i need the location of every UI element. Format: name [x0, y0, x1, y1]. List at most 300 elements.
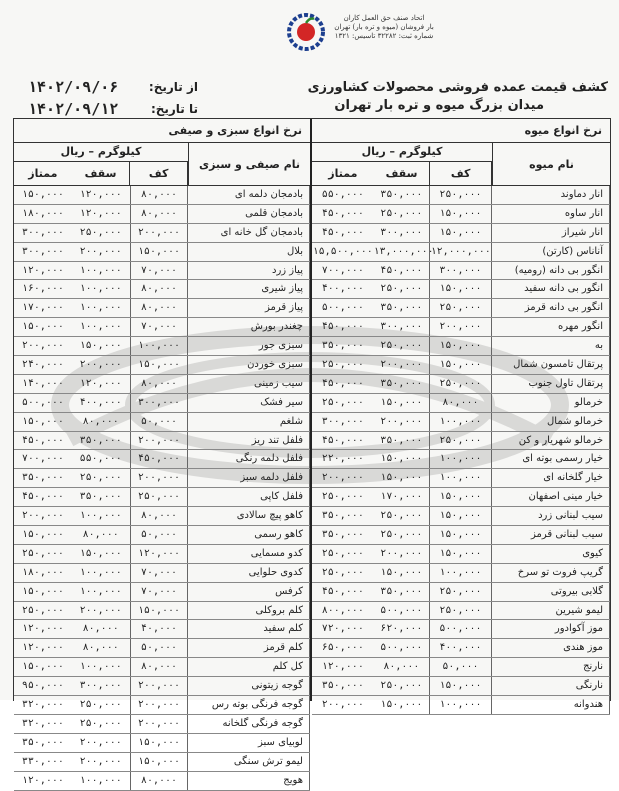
fruit-table-row	[312, 280, 610, 299]
fruit-rows	[312, 186, 610, 715]
veg-best-price: ۱۸۰,۰۰۰	[21, 207, 64, 219]
veg-table-row	[14, 753, 310, 772]
fruit-best-price: ۲۵۰,۰۰۰	[321, 491, 364, 503]
veg-min-price: ۸۰,۰۰۰	[131, 280, 189, 298]
veg-item-name: کلم قرمز	[188, 639, 310, 657]
veg-min-price: ۲۰۰,۰۰۰	[131, 677, 189, 695]
fruit-min-price: ۱۰۰,۰۰۰	[430, 469, 492, 487]
veg-max-price: ۲۰۰,۰۰۰	[72, 356, 131, 374]
veg-max-price: ۱۰۰,۰۰۰	[72, 507, 131, 525]
veg-best-price: ۱۴۰,۰۰۰	[21, 377, 64, 389]
from-date-value: ۱۴۰۲/۰۹/۰۶	[28, 78, 119, 96]
fruit-best-price: ۱۵,۵۰۰,۰۰۰	[312, 245, 373, 257]
veg-max-price: ۸۰,۰۰۰	[72, 413, 131, 431]
fruit-table-row	[312, 583, 610, 602]
vegetable-col-name: نام صیفی و سبزی	[198, 157, 301, 171]
veg-min-price: ۱۲۰,۰۰۰	[131, 545, 189, 563]
fruit-table-row	[312, 450, 610, 469]
veg-table-row	[14, 583, 310, 602]
veg-max-price: ۱۵۰,۰۰۰	[72, 545, 131, 563]
fruit-item-name: کیوی	[492, 545, 610, 563]
fruit-item-name: آناناس (کارتن)	[492, 243, 610, 261]
fruit-min-price: ۱۵۰,۰۰۰	[430, 356, 492, 374]
veg-max-price: ۱۰۰,۰۰۰	[72, 564, 131, 582]
fruit-max-price: ۲۵۰,۰۰۰	[374, 205, 431, 223]
fruit-item-name: پرتقال تاول جنوب	[492, 375, 610, 393]
veg-item-name: بادمجان قلمی	[188, 205, 310, 223]
veg-table-row	[14, 526, 310, 545]
veg-table-row	[14, 602, 310, 621]
fruit-item-name: انار ساوه	[492, 205, 610, 223]
veg-table-row	[14, 620, 310, 639]
fruit-max-price: ۱۵۰,۰۰۰	[374, 394, 431, 412]
veg-max-price: ۲۰۰,۰۰۰	[72, 734, 131, 752]
veg-max-price: ۳۵۰,۰۰۰	[72, 432, 131, 450]
fruit-max-price: ۲۵۰,۰۰۰	[374, 507, 431, 525]
veg-best-price: ۴۵۰,۰۰۰	[21, 491, 64, 503]
fruit-best-price: ۴۵۰,۰۰۰	[321, 321, 364, 333]
fruit-item-name: انگور بی دانه سفید	[492, 280, 610, 298]
veg-min-price: ۷۰,۰۰۰	[131, 318, 189, 336]
veg-best-price: ۱۵۰,۰۰۰	[21, 321, 64, 333]
veg-max-price: ۱۰۰,۰۰۰	[72, 262, 131, 280]
veg-max-price: ۸۰,۰۰۰	[72, 639, 131, 657]
fruit-item-name: انگور بی دانه قرمز	[492, 299, 610, 317]
fruit-best-price: ۲۵۰,۰۰۰	[321, 566, 364, 578]
fruit-min-price: ۱۵۰,۰۰۰	[430, 507, 492, 525]
veg-min-price: ۸۰,۰۰۰	[131, 772, 189, 790]
veg-best-price: ۲۰۰,۰۰۰	[21, 510, 64, 522]
fruit-min-price: ۱۰۰,۰۰۰	[430, 696, 492, 714]
fruit-table-row	[312, 545, 610, 564]
veg-max-price: ۱۲۰,۰۰۰	[72, 186, 131, 204]
fruit-best-price: ۷۲۰,۰۰۰	[321, 623, 364, 635]
fruit-min-price: ۱۰۰,۰۰۰	[430, 564, 492, 582]
fruit-table-caption: نرخ انواع میوه	[312, 119, 610, 143]
veg-item-name: پیاز زرد	[188, 262, 310, 280]
veg-table-row	[14, 545, 310, 564]
fruit-max-price: ۲۰۰,۰۰۰	[374, 413, 431, 431]
veg-best-price: ۱۵۰,۰۰۰	[21, 415, 64, 427]
fruit-max-price: ۳۵۰,۰۰۰	[374, 186, 431, 204]
veg-best-price: ۲۵۰,۰۰۰	[21, 547, 64, 559]
fruit-max-price: ۱۷۰,۰۰۰	[374, 488, 431, 506]
veg-min-price: ۳۰۰,۰۰۰	[131, 394, 189, 412]
fruit-best-price: ۴۵۰,۰۰۰	[321, 207, 364, 219]
fruit-max-price: ۲۵۰,۰۰۰	[374, 280, 431, 298]
fruit-best-price: ۲۰۰,۰۰۰	[321, 699, 364, 711]
veg-max-price: ۵۵۰,۰۰۰	[72, 450, 131, 468]
veg-table-row	[14, 337, 310, 356]
fruit-max-price: ۶۲۰,۰۰۰	[374, 620, 431, 638]
fruit-max-price: ۱۵۰,۰۰۰	[374, 450, 431, 468]
fruit-table-row	[312, 658, 610, 677]
veg-table-row	[14, 205, 310, 224]
veg-min-price: ۱۵۰,۰۰۰	[131, 602, 189, 620]
fruit-min-price: ۵۰۰,۰۰۰	[430, 620, 492, 638]
date-range	[28, 76, 198, 120]
veg-best-price: ۲۰۰,۰۰۰	[21, 340, 64, 352]
veg-item-name: کدو مسمایی	[188, 545, 310, 563]
vegetable-col-best: ممتاز	[28, 167, 58, 180]
veg-table-row	[14, 677, 310, 696]
document-subtitle: میدان بزرگ میوه و تره بار تهران	[334, 98, 544, 113]
veg-table-row	[14, 715, 310, 734]
vegetable-col-max: سقف	[72, 162, 131, 185]
fruit-max-price: ۲۵۰,۰۰۰	[374, 526, 431, 544]
veg-table-row	[14, 318, 310, 337]
veg-item-name: کلم سفید	[188, 620, 310, 638]
fruit-item-name: هندوانه	[492, 696, 610, 714]
veg-table-row	[14, 639, 310, 658]
veg-max-price: ۴۰۰,۰۰۰	[72, 394, 131, 412]
fruit-table-row	[312, 564, 610, 583]
fruit-table-row	[312, 299, 610, 318]
organization-name	[314, 14, 454, 41]
veg-min-price: ۱۵۰,۰۰۰	[131, 734, 189, 752]
fruit-table-row	[312, 356, 610, 375]
veg-max-price: ۲۰۰,۰۰۰	[72, 243, 131, 261]
fruit-best-price: ۶۵۰,۰۰۰	[321, 642, 364, 654]
fruit-item-name: خرمالو شهریار و کن	[492, 432, 610, 450]
veg-item-name: بلال	[188, 243, 310, 261]
fruit-table-row	[312, 375, 610, 394]
fruit-item-name: لیمو شیرین	[492, 602, 610, 620]
vegetable-table-header	[14, 143, 310, 186]
fruit-min-price: ۱۵۰,۰۰۰	[430, 677, 492, 695]
fruit-table-row	[312, 205, 610, 224]
veg-min-price: ۸۰,۰۰۰	[131, 658, 189, 676]
veg-best-price: ۱۶۰,۰۰۰	[21, 283, 64, 295]
fruit-item-name: به	[492, 337, 610, 355]
veg-min-price: ۷۰,۰۰۰	[131, 564, 189, 582]
fruit-item-name: انگور بی دانه (رومیه)	[492, 262, 610, 280]
fruit-item-name: سیب لبنانی قرمز	[492, 526, 610, 544]
vegetable-col-min: کف	[130, 162, 188, 185]
veg-best-price: ۵۰۰,۰۰۰	[21, 396, 64, 408]
veg-best-price: ۳۵۰,۰۰۰	[21, 472, 64, 484]
veg-max-price: ۲۵۰,۰۰۰	[72, 715, 131, 733]
veg-item-name: کل کلم	[188, 658, 310, 676]
veg-item-name: سیب زمینی	[188, 375, 310, 393]
veg-table-row	[14, 375, 310, 394]
veg-table-row	[14, 734, 310, 753]
fruit-best-price: ۳۰۰,۰۰۰	[321, 415, 364, 427]
fruit-max-price: ۳۰۰,۰۰۰	[374, 224, 431, 242]
fruit-max-price: ۳۵۰,۰۰۰	[374, 299, 431, 317]
fruit-table-row	[312, 602, 610, 621]
veg-min-price: ۸۰,۰۰۰	[131, 507, 189, 525]
veg-max-price: ۱۰۰,۰۰۰	[72, 318, 131, 336]
fruit-col-name: نام میوه	[529, 157, 574, 171]
veg-min-price: ۱۰۰,۰۰۰	[131, 337, 189, 355]
veg-item-name: لیمو ترش سنگی	[188, 753, 310, 771]
fruit-min-price: ۵۰,۰۰۰	[430, 658, 492, 676]
veg-table-row	[14, 488, 310, 507]
fruit-best-price: ۲۵۰,۰۰۰	[321, 359, 364, 371]
veg-item-name: هویج	[188, 772, 310, 790]
veg-table-row	[14, 564, 310, 583]
veg-best-price: ۱۵۰,۰۰۰	[21, 661, 64, 673]
veg-best-price: ۱۵۰,۰۰۰	[21, 529, 64, 541]
veg-min-price: ۷۰,۰۰۰	[131, 583, 189, 601]
veg-table-row	[14, 450, 310, 469]
org-registration: شماره ثبت: ۳۲۲۸۲ تاسیس: ۱۳۲۱	[334, 32, 434, 40]
fruit-table-row	[312, 318, 610, 337]
veg-min-price: ۴۰,۰۰۰	[131, 620, 189, 638]
fruit-table-row	[312, 432, 610, 451]
veg-best-price: ۳۰۰,۰۰۰	[21, 226, 64, 238]
veg-min-price: ۲۰۰,۰۰۰	[131, 696, 189, 714]
veg-item-name: سبزی خوردن	[188, 356, 310, 374]
price-tables	[13, 118, 611, 786]
veg-min-price: ۸۰,۰۰۰	[131, 299, 189, 317]
fruit-best-price: ۴۵۰,۰۰۰	[321, 226, 364, 238]
fruit-min-price: ۲۵۰,۰۰۰	[430, 602, 492, 620]
veg-table-row	[14, 772, 310, 791]
document-title: کشف قیمت عمده فروشی محصولات کشاورزی	[307, 80, 608, 95]
veg-best-price: ۲۵۰,۰۰۰	[21, 604, 64, 616]
fruit-max-price: ۲۵۰,۰۰۰	[374, 677, 431, 695]
veg-max-price: ۲۵۰,۰۰۰	[72, 469, 131, 487]
fruit-best-price: ۴۵۰,۰۰۰	[321, 585, 364, 597]
veg-table-row	[14, 394, 310, 413]
veg-min-price: ۲۵۰,۰۰۰	[131, 488, 189, 506]
fruit-min-price: ۱۰۰,۰۰۰	[430, 450, 492, 468]
veg-item-name: سیر فشک	[188, 394, 310, 412]
fruit-min-price: ۳۰۰,۰۰۰	[430, 262, 492, 280]
veg-min-price: ۵۰,۰۰۰	[131, 639, 189, 657]
fruit-best-price: ۷۰۰,۰۰۰	[321, 264, 364, 276]
fruit-min-price: ۲۵۰,۰۰۰	[430, 186, 492, 204]
veg-min-price: ۱۵۰,۰۰۰	[131, 243, 189, 261]
fruit-item-name: انار دماوند	[492, 186, 610, 204]
fruit-table-row	[312, 224, 610, 243]
veg-min-price: ۲۰۰,۰۰۰	[131, 715, 189, 733]
veg-item-name: بادمجان گل خانه ای	[188, 224, 310, 242]
veg-item-name: فلفل دلمه رنگی	[188, 450, 310, 468]
fruit-min-price: ۱۵۰,۰۰۰	[430, 224, 492, 242]
fruit-table-row	[312, 488, 610, 507]
veg-min-price: ۸۰,۰۰۰	[131, 205, 189, 223]
veg-item-name: گوجه زیتونی	[188, 677, 310, 695]
fruit-min-price: ۱۵۰,۰۰۰	[430, 337, 492, 355]
fruit-table-header	[312, 143, 610, 186]
veg-best-price: ۱۲۰,۰۰۰	[21, 264, 64, 276]
veg-table-row	[14, 658, 310, 677]
veg-best-price: ۳۲۰,۰۰۰	[21, 717, 64, 729]
veg-max-price: ۱۰۰,۰۰۰	[72, 583, 131, 601]
fruit-table-row	[312, 262, 610, 281]
veg-max-price: ۱۰۰,۰۰۰	[72, 299, 131, 317]
veg-min-price: ۲۰۰,۰۰۰	[131, 432, 189, 450]
fruit-min-price: ۱۵۰,۰۰۰	[430, 205, 492, 223]
fruit-best-price: ۳۵۰,۰۰۰	[321, 529, 364, 541]
veg-max-price: ۲۵۰,۰۰۰	[72, 224, 131, 242]
veg-best-price: ۳۰۰,۰۰۰	[21, 245, 64, 257]
fruit-max-price: ۳۵۰,۰۰۰	[374, 432, 431, 450]
veg-best-price: ۳۲۰,۰۰۰	[21, 699, 64, 711]
veg-max-price: ۱۲۰,۰۰۰	[72, 205, 131, 223]
to-date-value: ۱۴۰۲/۰۹/۱۲	[28, 100, 119, 118]
fruit-best-price: ۱۲۰,۰۰۰	[321, 661, 364, 673]
veg-table-row	[14, 413, 310, 432]
veg-item-name: بادمجان دلمه ای	[188, 186, 310, 204]
fruit-max-price: ۲۰۰,۰۰۰	[374, 356, 431, 374]
veg-best-price: ۱۲۰,۰۰۰	[21, 642, 64, 654]
veg-best-price: ۱۵۰,۰۰۰	[21, 189, 64, 200]
veg-max-price: ۲۰۰,۰۰۰	[72, 602, 131, 620]
fruit-min-price: ۴۰۰,۰۰۰	[430, 639, 492, 657]
veg-max-price: ۳۵۰,۰۰۰	[72, 488, 131, 506]
veg-max-price: ۸۰,۰۰۰	[72, 620, 131, 638]
fruit-best-price: ۲۰۰,۰۰۰	[321, 472, 364, 484]
veg-item-name: کرفس	[188, 583, 310, 601]
fruit-table	[312, 119, 610, 711]
fruit-min-price: ۲۰۰,۰۰۰	[430, 318, 492, 336]
veg-table-row	[14, 243, 310, 262]
vegetable-table-caption: نرخ انواع سبزی و صیفی	[14, 119, 310, 143]
veg-item-name: گوجه فرنگی گلخانه	[188, 715, 310, 733]
fruit-max-price: ۱۵۰,۰۰۰	[374, 564, 431, 582]
fruit-col-max: سقف	[374, 162, 431, 185]
veg-best-price: ۱۲۰,۰۰۰	[21, 774, 64, 786]
veg-item-name: کدوی حلوایی	[188, 564, 310, 582]
from-date-label: از تاریخ:	[148, 80, 198, 94]
fruit-table-row	[312, 469, 610, 488]
veg-min-price: ۵۰,۰۰۰	[131, 526, 189, 544]
fruit-min-price: ۲۵۰,۰۰۰	[430, 432, 492, 450]
veg-item-name: شلغم	[188, 413, 310, 431]
veg-max-price: ۳۰۰,۰۰۰	[72, 677, 131, 695]
veg-item-name: لوبیای سبز	[188, 734, 310, 752]
fruit-max-price: ۱۵۰,۰۰۰	[374, 469, 431, 487]
fruit-item-name: سیب لبنانی زرد	[492, 507, 610, 525]
veg-table-row	[14, 432, 310, 451]
fruit-item-name: نارنج	[492, 658, 610, 676]
veg-best-price: ۱۷۰,۰۰۰	[21, 302, 64, 314]
fruit-item-name: انار شیراز	[492, 224, 610, 242]
fruit-table-row	[312, 337, 610, 356]
veg-max-price: ۸۰,۰۰۰	[72, 526, 131, 544]
fruit-best-price: ۵۰۰,۰۰۰	[321, 302, 364, 314]
fruit-max-price: ۵۰۰,۰۰۰	[374, 639, 431, 657]
veg-min-price: ۵۰,۰۰۰	[131, 413, 189, 431]
veg-item-name: فلفل تند ریز	[188, 432, 310, 450]
fruit-max-price: ۱۵۰,۰۰۰	[374, 696, 431, 714]
veg-min-price: ۸۰,۰۰۰	[131, 186, 189, 204]
veg-max-price: ۱۰۰,۰۰۰	[72, 772, 131, 790]
veg-item-name: چغندر بورش	[188, 318, 310, 336]
fruit-col-best: ممتاز	[328, 167, 358, 180]
fruit-max-price: ۵۰۰,۰۰۰	[374, 602, 431, 620]
veg-table-row	[14, 696, 310, 715]
fruit-best-price: ۲۵۰,۰۰۰	[321, 547, 364, 559]
veg-best-price: ۳۵۰,۰۰۰	[21, 736, 64, 748]
fruit-table-row	[312, 696, 610, 715]
fruit-min-price: ۱۰۰,۰۰۰	[430, 413, 492, 431]
fruit-table-row	[312, 186, 610, 205]
veg-table-row	[14, 356, 310, 375]
veg-max-price: ۲۰۰,۰۰۰	[72, 753, 131, 771]
fruit-col-min: کف	[430, 162, 492, 185]
fruit-table-row	[312, 413, 610, 432]
fruit-max-price: ۳۵۰,۰۰۰	[374, 583, 431, 601]
fruit-max-price: ۳۰۰,۰۰۰	[374, 318, 431, 336]
from-date-row	[28, 76, 198, 98]
fruit-min-price: ۱۲,۰۰۰,۰۰۰	[430, 243, 491, 261]
to-date-label: تا تاریخ:	[150, 102, 198, 116]
veg-min-price: ۱۵۰,۰۰۰	[131, 356, 189, 374]
fruit-max-price: ۸۰,۰۰۰	[374, 658, 431, 676]
fruit-best-price: ۳۵۰,۰۰۰	[321, 340, 364, 352]
fruit-max-price: ۳۵۰,۰۰۰	[374, 375, 431, 393]
veg-item-name: پیاز قرمز	[188, 299, 310, 317]
fruit-max-price: ۲۵۰,۰۰۰	[374, 337, 431, 355]
fruit-best-price: ۴۰۰,۰۰۰	[321, 283, 364, 295]
veg-best-price: ۱۸۰,۰۰۰	[21, 566, 64, 578]
fruit-item-name: انگور مهره	[492, 318, 610, 336]
fruit-item-name: موز هندی	[492, 639, 610, 657]
veg-table-row	[14, 186, 310, 205]
fruit-min-price: ۱۵۰,۰۰۰	[430, 280, 492, 298]
fruit-min-price: ۸۰,۰۰۰	[430, 394, 492, 412]
fruit-best-price: ۴۵۰,۰۰۰	[321, 377, 364, 389]
veg-best-price: ۴۵۰,۰۰۰	[21, 434, 64, 446]
veg-best-price: ۹۵۰,۰۰۰	[21, 680, 64, 692]
fruit-item-name: گریپ فروت تو سرخ	[492, 564, 610, 582]
fruit-min-price: ۱۵۰,۰۰۰	[430, 488, 492, 506]
veg-item-name: کاهو رسمی	[188, 526, 310, 544]
veg-max-price: ۲۵۰,۰۰۰	[72, 696, 131, 714]
fruit-table-row	[312, 243, 610, 262]
fruit-max-price: ۱۳,۰۰۰,۰۰۰	[373, 243, 430, 261]
fruit-item-name: پرتقال تامسون شمال	[492, 356, 610, 374]
veg-min-price: ۲۰۰,۰۰۰	[131, 224, 189, 242]
fruit-max-price: ۴۵۰,۰۰۰	[374, 262, 431, 280]
fruit-best-price: ۴۵۰,۰۰۰	[321, 434, 364, 446]
vegetable-unit-label: کیلوگرم – ریال	[14, 143, 188, 162]
vegetable-table	[14, 119, 312, 786]
fruit-table-row	[312, 639, 610, 658]
veg-min-price: ۱۵۰,۰۰۰	[131, 753, 189, 771]
fruit-min-price: ۱۵۰,۰۰۰	[430, 526, 492, 544]
veg-table-row	[14, 280, 310, 299]
veg-item-name: فلفل دلمه سبز	[188, 469, 310, 487]
veg-best-price: ۱۵۰,۰۰۰	[21, 585, 64, 597]
veg-item-name: گوجه فرنگی بوته رس	[188, 696, 310, 714]
veg-max-price: ۱۵۰,۰۰۰	[72, 337, 131, 355]
fruit-item-name: خیار مینی اصفهان	[492, 488, 610, 506]
veg-max-price: ۱۰۰,۰۰۰	[72, 658, 131, 676]
veg-min-price: ۸۰,۰۰۰	[131, 375, 189, 393]
veg-best-price: ۱۲۰,۰۰۰	[21, 623, 64, 635]
fruit-best-price: ۵۵۰,۰۰۰	[321, 189, 364, 200]
veg-table-row	[14, 469, 310, 488]
fruit-max-price: ۲۰۰,۰۰۰	[374, 545, 431, 563]
veg-item-name: پیاز شیری	[188, 280, 310, 298]
veg-min-price: ۲۰۰,۰۰۰	[131, 469, 189, 487]
fruit-table-row	[312, 507, 610, 526]
veg-item-name: فلفل کاپی	[188, 488, 310, 506]
fruit-item-name: خیار گلخانه ای	[492, 469, 610, 487]
fruit-best-price: ۲۲۰,۰۰۰	[321, 453, 364, 465]
to-date-row	[28, 98, 198, 120]
fruit-best-price: ۳۵۰,۰۰۰	[321, 680, 364, 692]
veg-best-price: ۷۰۰,۰۰۰	[21, 453, 64, 465]
fruit-item-name: خرمالو	[492, 394, 610, 412]
veg-table-row	[14, 224, 310, 243]
